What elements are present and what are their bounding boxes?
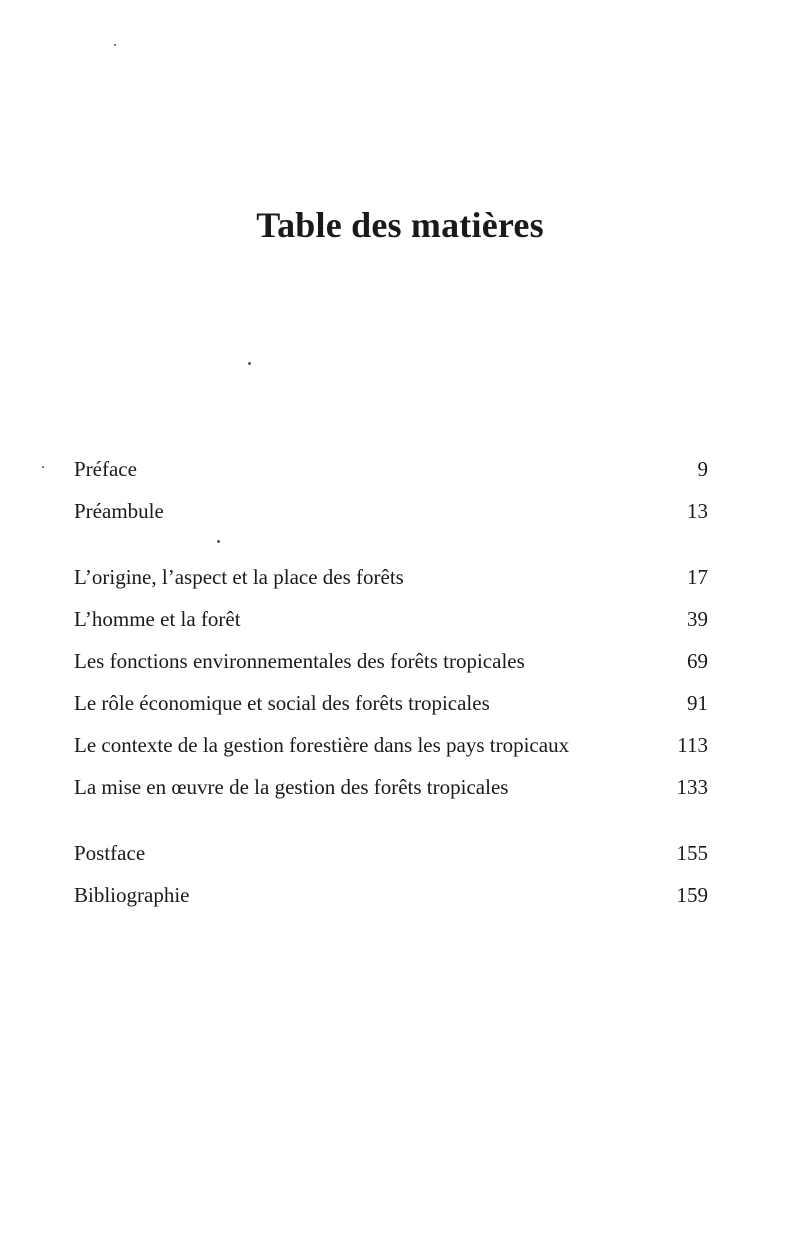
toc-entry-page: 13 bbox=[687, 499, 708, 523]
toc-group-front-matter bbox=[74, 448, 708, 532]
toc-entry-title: L’homme et la forêt bbox=[74, 607, 241, 631]
toc-entry-page: 17 bbox=[687, 565, 708, 589]
toc-entry-page: 133 bbox=[676, 775, 708, 799]
toc-entry-page: 69 bbox=[687, 649, 708, 673]
toc-entry-title: L’origine, l’aspect et la place des forêts bbox=[74, 565, 404, 589]
toc-entry bbox=[74, 598, 708, 640]
toc-group-chapters bbox=[74, 556, 708, 808]
toc-entry bbox=[74, 766, 708, 808]
toc-entry bbox=[74, 556, 708, 598]
toc-entry-page: 113 bbox=[677, 733, 708, 757]
toc-entry-title: Le rôle économique et social des forêts tropicales bbox=[74, 691, 490, 715]
scan-speck bbox=[114, 44, 116, 46]
toc-entry bbox=[74, 724, 708, 766]
toc-entry-page: 155 bbox=[676, 841, 708, 865]
toc-group-back-matter bbox=[74, 832, 708, 916]
toc-entry bbox=[74, 832, 708, 874]
toc-entry bbox=[74, 448, 708, 490]
toc-entry-title: Postface bbox=[74, 841, 146, 865]
toc-entry-title: Préambule bbox=[74, 499, 164, 523]
toc-entry bbox=[74, 874, 708, 916]
toc-entry-title: Bibliographie bbox=[74, 883, 190, 907]
toc-entry-title: Préface bbox=[74, 457, 137, 481]
toc-entry bbox=[74, 640, 708, 682]
toc-entry-title: La mise en œuvre de la gestion des forêts tropicales bbox=[74, 775, 509, 799]
toc-entry-page: 39 bbox=[687, 607, 708, 631]
page-title: Table des matières bbox=[256, 205, 544, 245]
toc-entry-page: 9 bbox=[697, 457, 708, 481]
toc-entry-page: 159 bbox=[676, 883, 708, 907]
toc-entry-title: Le contexte de la gestion forestière dans les pays tropicaux bbox=[74, 733, 570, 757]
toc-entry-title: Les fonctions environnementales des forêts tropicales bbox=[74, 649, 525, 673]
toc-entry-page: 91 bbox=[687, 691, 708, 715]
scan-speck bbox=[42, 466, 44, 468]
toc-entry bbox=[74, 682, 708, 724]
scan-speck bbox=[248, 362, 251, 365]
toc-entry bbox=[74, 490, 708, 532]
table-of-contents bbox=[74, 448, 708, 916]
